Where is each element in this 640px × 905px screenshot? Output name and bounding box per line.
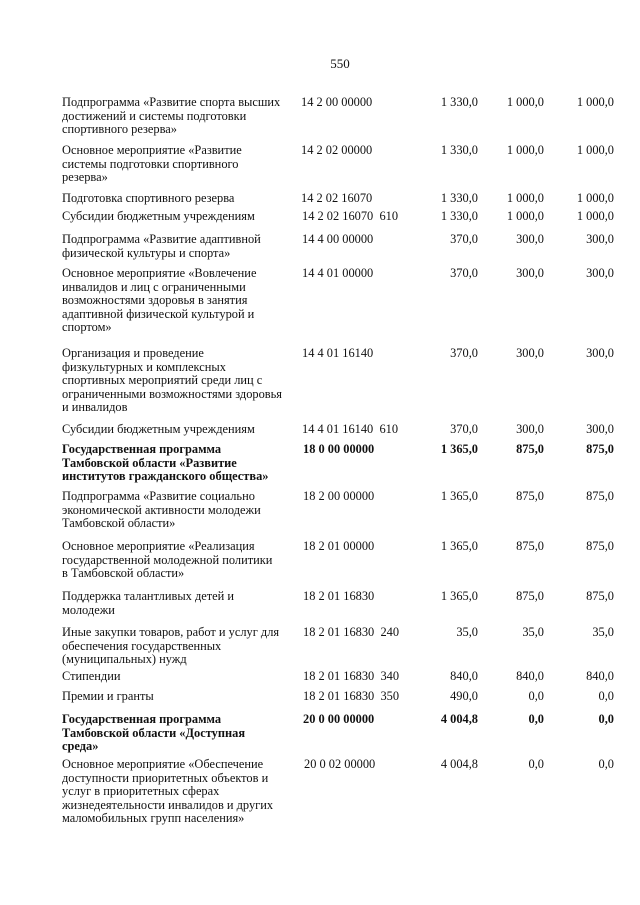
budget-code: 14 4 01 16140 610	[302, 422, 399, 436]
amount-2: 1 000,0	[506, 143, 544, 157]
item-name: Иные закупки товаров, работ и услуг для обеспечения государственных (муниципальных) нужд	[62, 625, 280, 667]
amount-3: 1 000,0	[576, 191, 614, 205]
amount-1: 370,0	[450, 266, 478, 280]
amount-3: 875,0	[586, 589, 614, 603]
item-name: Подпрограмма «Развитие спорта высших достижений и системы подготовки спортивного резерва»	[62, 95, 281, 137]
budget-code: 18 2 01 16830 350	[303, 689, 400, 703]
amount-2: 300,0	[516, 232, 544, 246]
amount-1: 4 004,8	[440, 712, 478, 726]
amount-2: 875,0	[516, 442, 544, 456]
amount-2: 0,0	[528, 757, 544, 771]
budget-code: 18 2 01 16830	[303, 589, 375, 603]
item-name: Основное мероприятие «Вовлечение инвалидов и лиц с ограниченными возможностями здоровья в занятия адаптивной физической культурой и спортом»	[62, 266, 257, 335]
item-name: Субсидии бюджетным учреждениям	[62, 209, 255, 223]
budget-code: 20 0 00 00000	[303, 712, 375, 726]
amount-3: 875,0	[586, 489, 614, 503]
item-name: Государственная программа Тамбовской области «Доступная среда»	[62, 712, 246, 754]
amount-2: 35,0	[522, 625, 544, 639]
amount-3: 875,0	[586, 539, 614, 553]
budget-code: 14 2 00 00000	[301, 95, 373, 109]
budget-code: 20 0 02 00000	[304, 757, 376, 771]
budget-code: 14 4 01 00000	[302, 266, 374, 280]
amount-2: 875,0	[516, 489, 544, 503]
amount-3: 300,0	[586, 232, 614, 246]
budget-code: 14 2 02 00000	[301, 143, 373, 157]
item-name: Премии и гранты	[62, 689, 154, 703]
amount-1: 370,0	[450, 346, 478, 360]
budget-code: 14 2 02 16070	[301, 191, 373, 205]
amount-1: 1 330,0	[440, 143, 478, 157]
amount-3: 1 000,0	[576, 95, 614, 109]
budget-code: 14 4 00 00000	[302, 232, 374, 246]
amount-2: 840,0	[516, 669, 544, 683]
item-name: Стипендии	[62, 669, 121, 683]
amount-3: 0,0	[598, 712, 614, 726]
amount-1: 4 004,8	[440, 757, 478, 771]
budget-code: 18 2 01 16830 240	[303, 625, 400, 639]
amount-1: 1 330,0	[440, 209, 478, 223]
item-name: Подпрограмма «Развитие адаптивной физической культуры и спорта»	[62, 232, 261, 260]
item-name: Поддержка талантливых детей и молодежи	[62, 589, 235, 617]
item-name: Основное мероприятие «Обеспечение доступности приоритетных объектов и услуг в приоритетных сферах жизнедеятельности инвалидов и других маломобильных групп населения»	[62, 757, 274, 826]
amount-1: 1 330,0	[440, 191, 478, 205]
budget-code: 18 0 00 00000	[303, 442, 375, 456]
budget-code: 14 2 02 16070 610	[302, 209, 399, 223]
budget-code: 18 2 01 16830 340	[303, 669, 400, 683]
amount-3: 1 000,0	[576, 143, 614, 157]
item-name: Основное мероприятие «Реализация государственной молодежной политики в Тамбовской области»	[62, 539, 273, 581]
amount-3: 0,0	[598, 757, 614, 771]
amount-3: 300,0	[586, 266, 614, 280]
item-name: Государственная программа Тамбовской области «Развитие институтов гражданского общества»	[62, 442, 269, 484]
amount-2: 1 000,0	[506, 95, 544, 109]
item-name: Организация и проведение физкультурных и комплексных спортивных мероприятий среди лиц с ограниченными возможностями здоровья и инвалидов	[62, 346, 283, 415]
amount-1: 1 365,0	[440, 539, 478, 553]
amount-1: 370,0	[450, 232, 478, 246]
amount-1: 490,0	[450, 689, 478, 703]
amount-1: 1 365,0	[440, 589, 478, 603]
item-name: Подготовка спортивного резерва	[62, 191, 235, 205]
amount-2: 300,0	[516, 266, 544, 280]
item-name: Субсидии бюджетным учреждениям	[62, 422, 255, 436]
budget-code: 18 2 00 00000	[303, 489, 375, 503]
page-number: 550	[330, 56, 350, 71]
budget-code: 14 4 01 16140	[302, 346, 374, 360]
amount-3: 300,0	[586, 346, 614, 360]
amount-1: 35,0	[456, 625, 478, 639]
amount-3: 875,0	[586, 442, 614, 456]
amount-2: 875,0	[516, 539, 544, 553]
amount-1: 1 365,0	[440, 442, 478, 456]
amount-3: 0,0	[598, 689, 614, 703]
amount-1: 370,0	[450, 422, 478, 436]
budget-code: 18 2 01 00000	[303, 539, 375, 553]
amount-2: 1 000,0	[506, 191, 544, 205]
amount-3: 1 000,0	[576, 209, 614, 223]
amount-2: 875,0	[516, 589, 544, 603]
amount-1: 840,0	[450, 669, 478, 683]
amount-2: 300,0	[516, 346, 544, 360]
amount-3: 35,0	[592, 625, 614, 639]
amount-3: 840,0	[586, 669, 614, 683]
amount-2: 1 000,0	[506, 209, 544, 223]
amount-2: 0,0	[528, 689, 544, 703]
amount-1: 1 330,0	[440, 95, 478, 109]
amount-2: 300,0	[516, 422, 544, 436]
amount-3: 300,0	[586, 422, 614, 436]
amount-1: 1 365,0	[440, 489, 478, 503]
amount-2: 0,0	[528, 712, 544, 726]
item-name: Основное мероприятие «Развитие системы подготовки спортивного резерва»	[62, 143, 242, 185]
item-name: Подпрограмма «Развитие социально экономической активности молодежи Тамбовской области»	[62, 489, 261, 531]
